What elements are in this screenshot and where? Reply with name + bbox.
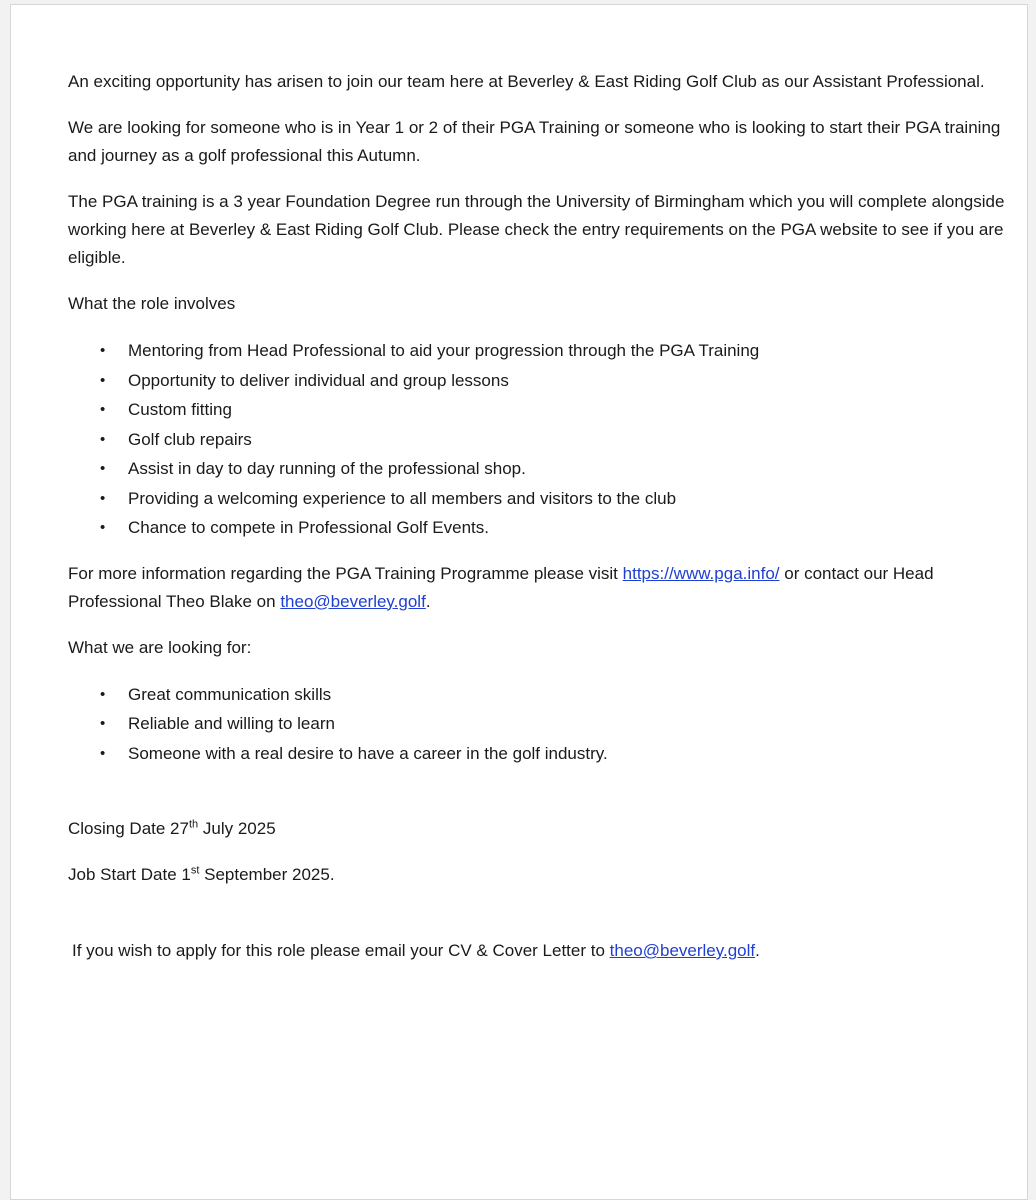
closing-date-suffix: July 2025 [198, 819, 276, 838]
bullet-icon: • [100, 371, 106, 389]
document-page [10, 4, 1028, 1200]
closing-date-prefix: Closing Date 27 [68, 819, 189, 838]
list-item-text: Great communication skills [128, 684, 332, 704]
start-date-prefix: Job Start Date 1 [68, 865, 191, 884]
list-item [68, 425, 1008, 455]
bullet-icon: • [100, 460, 106, 477]
looking-heading: What we are looking for: [68, 637, 252, 657]
bullet-icon: • [100, 715, 106, 732]
candidate-paragraph: We are looking for someone who is in Year 1 or 2 of their PGA Training or someone who is looking to start their PGA training and journey as a golf professional this Autumn. [68, 118, 1001, 165]
bullet-icon: • [100, 401, 106, 418]
bullet-icon: • [100, 430, 106, 448]
list-item [68, 366, 1008, 396]
bullet-icon: • [100, 342, 106, 359]
list-item-text: Golf club repairs [128, 429, 252, 449]
list-item-text: Providing a welcoming experience to all members and visitors to the club [128, 488, 677, 508]
list-item-text: Chance to compete in Professional Golf Events. [128, 518, 489, 537]
apply-email-link[interactable]: theo@beverley.golf [609, 941, 756, 960]
info-text-after: . [425, 591, 431, 611]
bullet-icon: • [100, 519, 106, 536]
list-item-text: Mentoring from Head Professional to aid your progression through the PGA Training [128, 341, 760, 360]
bullet-icon: • [100, 685, 106, 703]
bullet-icon: • [100, 489, 106, 507]
closing-date-ordinal: th [188, 818, 199, 831]
list-item [68, 680, 1008, 710]
list-item [68, 336, 1008, 366]
requirements-list [68, 680, 1008, 769]
list-item-text: Someone with a real desire to have a career in the golf industry. [128, 743, 608, 763]
info-text-middle: or contact our Head Professional Theo Blake on [68, 563, 934, 611]
apply-text-after: . [755, 941, 760, 960]
list-item [68, 484, 1008, 514]
intro-paragraph: An exciting opportunity has arisen to join our team here at Beverley & East Riding Golf Club as our Assistant Professional. [68, 72, 985, 91]
list-item-text: Opportunity to deliver individual and group lessons [128, 370, 509, 390]
list-item-text: Assist in day to day running of the professional shop. [128, 459, 526, 478]
start-date [68, 861, 1008, 889]
closing-date [68, 815, 1008, 843]
pga-website-link[interactable]: https://www.pga.info/ [622, 563, 780, 583]
start-date-ordinal: st [190, 864, 200, 877]
document-body [68, 68, 1008, 983]
list-item [68, 454, 1008, 484]
list-item [68, 739, 1008, 769]
info-text-before: For more information regarding the PGA Training Programme please visit [68, 563, 623, 583]
info-paragraph [68, 560, 1008, 616]
list-item [68, 513, 1008, 543]
training-paragraph: The PGA training is a 3 year Foundation Degree run through the University of Birmingham which you will complete alongside working here at Beverley & East Riding Golf Club. Please check the entry requirements on the PGA website to see if you are eligible. [68, 192, 1005, 267]
list-item-text: Custom fitting [128, 400, 232, 419]
list-item [68, 709, 1008, 739]
apply-text-before: If you wish to apply for this role please email your CV & Cover Letter to [72, 941, 610, 960]
role-list [68, 336, 1008, 543]
list-item [68, 395, 1008, 425]
apply-paragraph [68, 937, 1008, 965]
role-heading: What the role involves [68, 294, 236, 313]
start-date-suffix: September 2025. [199, 865, 335, 884]
head-pro-email-link[interactable]: theo@beverley.golf [280, 591, 426, 611]
list-item-text: Reliable and willing to learn [128, 714, 335, 733]
bullet-icon: • [100, 744, 106, 762]
